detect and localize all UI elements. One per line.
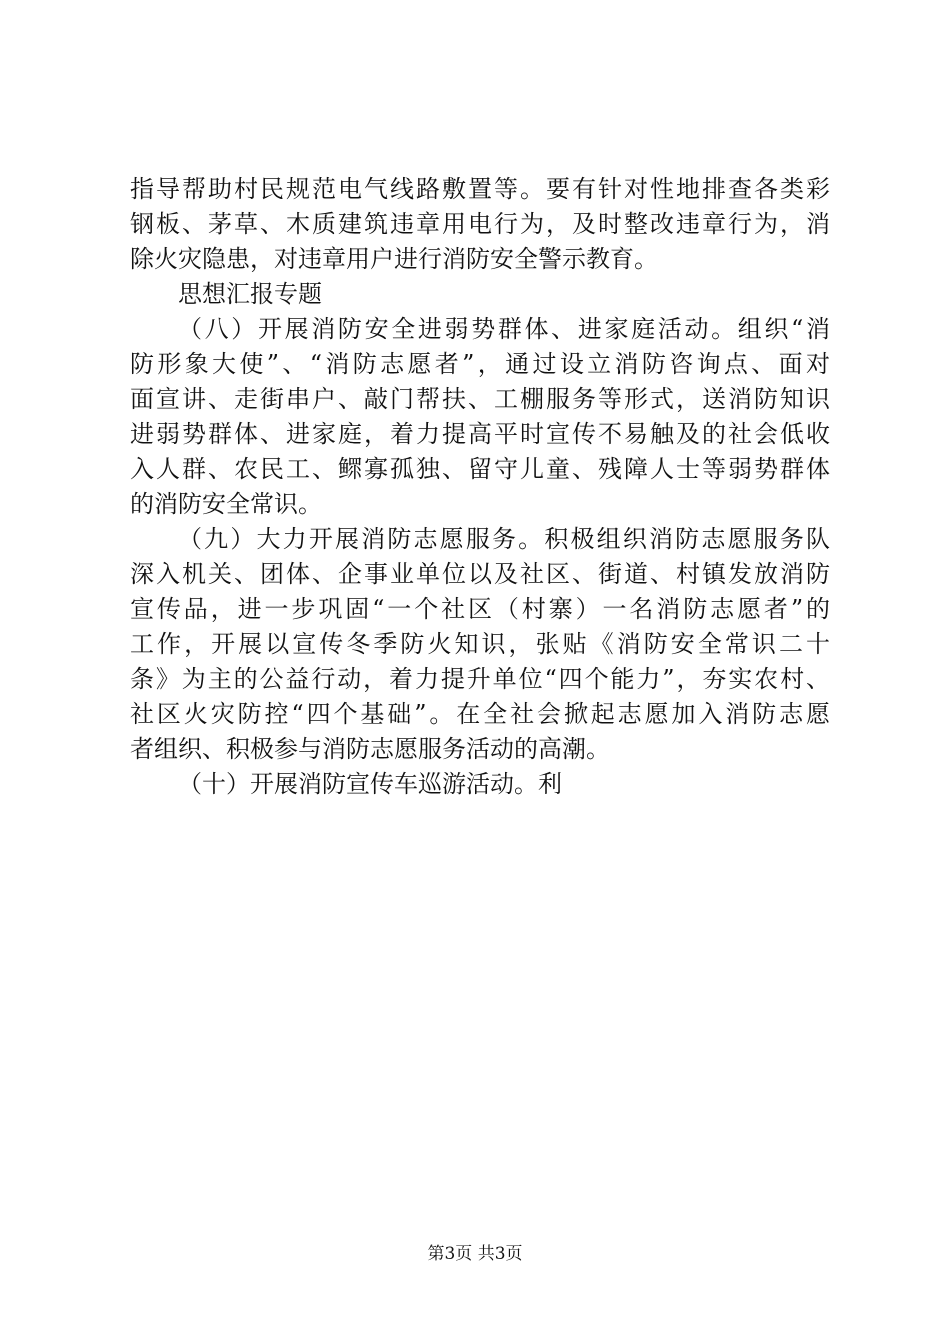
- page-number-footer: 第3页 共3页: [427, 1244, 523, 1264]
- text-line: 指导帮助村民规范电气线路敷置等。要有针对性地排查各类彩: [130, 175, 830, 203]
- text-line: 除火灾隐患，对违章用户进行消防安全警示教育。: [130, 245, 658, 273]
- text-line: 面宣讲、走街串户、敲门帮扶、工棚服务等形式，送消防知识: [130, 385, 830, 413]
- text-line: （九）大力开展消防志愿服务。积极组织消防志愿服务队: [178, 525, 830, 553]
- text-line: 的消防安全常识。: [130, 490, 322, 518]
- text-line: 深入机关、团体、企事业单位以及社区、街道、村镇发放消防: [130, 560, 830, 588]
- text-line: 钢板、茅草、木质建筑违章用电行为，及时整改违章行为，消: [130, 210, 830, 238]
- text-line: 进弱势群体、进家庭，着力提高平时宣传不易触及的社会低收: [130, 420, 830, 448]
- text-line: （八）开展消防安全进弱势群体、进家庭活动。组织“消: [178, 315, 830, 343]
- text-line: （十）开展消防宣传车巡游活动。利: [178, 770, 562, 798]
- text-line: 工作，开展以宣传冬季防火知识，张贴《消防安全常识二十: [130, 630, 830, 658]
- text-line: 者组织、积极参与消防志愿服务活动的高潮。: [130, 735, 610, 763]
- section-heading: 思想汇报专题: [178, 280, 322, 308]
- text-line: 防形象大使”、“消防志愿者”，通过设立消防咨询点、面对: [130, 350, 830, 378]
- text-line: 宣传品，进一步巩固“一个社区（村寨）一名消防志愿者”的: [130, 595, 830, 623]
- text-line: 社区火灾防控“四个基础”。在全社会掀起志愿加入消防志愿: [130, 700, 830, 728]
- document-body: [130, 172, 830, 802]
- text-line: 条》为主的公益行动，着力提升单位“四个能力”，夯实农村、: [130, 665, 830, 693]
- text-line: 入人群、农民工、鳏寡孤独、留守儿童、残障人士等弱势群体: [130, 455, 830, 483]
